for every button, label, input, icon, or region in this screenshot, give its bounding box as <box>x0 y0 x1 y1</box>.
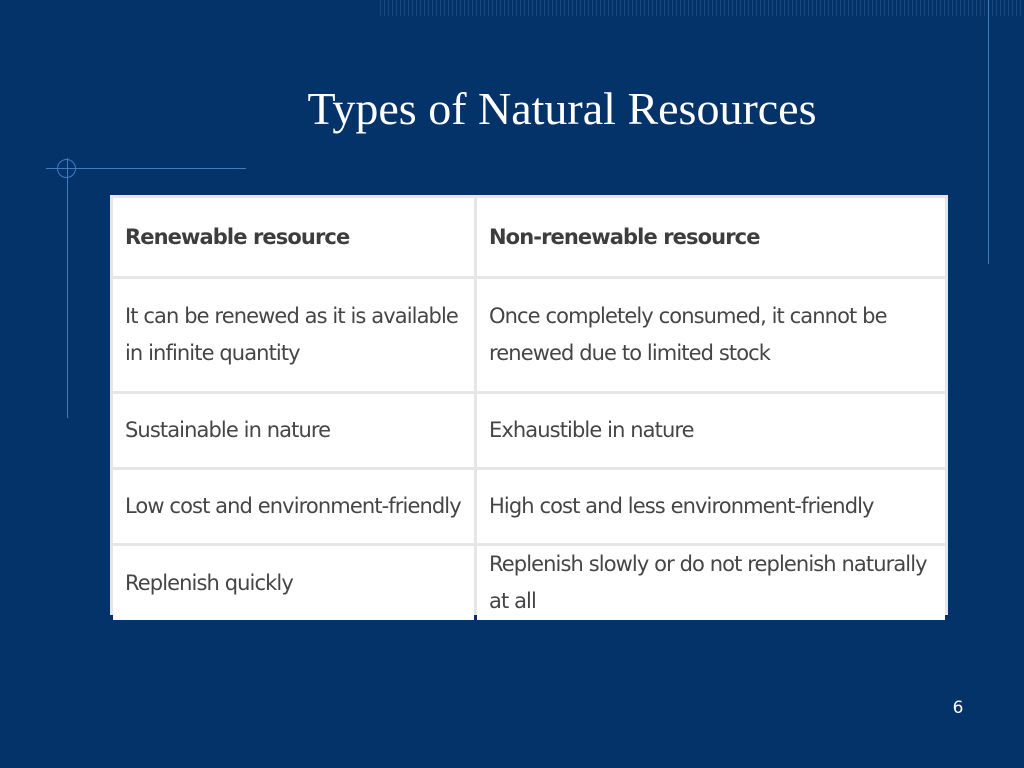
table-cell: Replenish slowly or do not replenish naturally at all <box>477 546 945 620</box>
decorative-vertical-line <box>67 158 68 418</box>
header-non-renewable: Non-renewable resource <box>477 198 945 276</box>
comparison-table-image <box>110 195 948 615</box>
slide-title: Types of Natural Resources <box>307 83 817 134</box>
table-cell: Low cost and environment-friendly <box>113 470 474 543</box>
decorative-hatch-band <box>380 0 1024 16</box>
page-number: 6 <box>952 698 964 718</box>
decorative-horizontal-line <box>46 168 246 169</box>
table-row <box>113 470 945 543</box>
header-renewable: Renewable resource <box>113 198 474 276</box>
table-cell: Replenish quickly <box>113 546 474 620</box>
table-cell: Exhaustible in nature <box>477 394 945 467</box>
table-cell: High cost and less environment-friendly <box>477 470 945 543</box>
table-row <box>113 279 945 391</box>
comparison-table <box>110 195 948 623</box>
table-cell: Sustainable in nature <box>113 394 474 467</box>
table-cell: It can be renewed as it is available in infinite quantity <box>113 279 474 391</box>
table-row <box>113 546 945 620</box>
table-header-row <box>113 198 945 276</box>
decorative-circle <box>57 159 76 178</box>
table-cell: Once completely consumed, it cannot be renewed due to limited stock <box>477 279 945 391</box>
table-row <box>113 394 945 467</box>
